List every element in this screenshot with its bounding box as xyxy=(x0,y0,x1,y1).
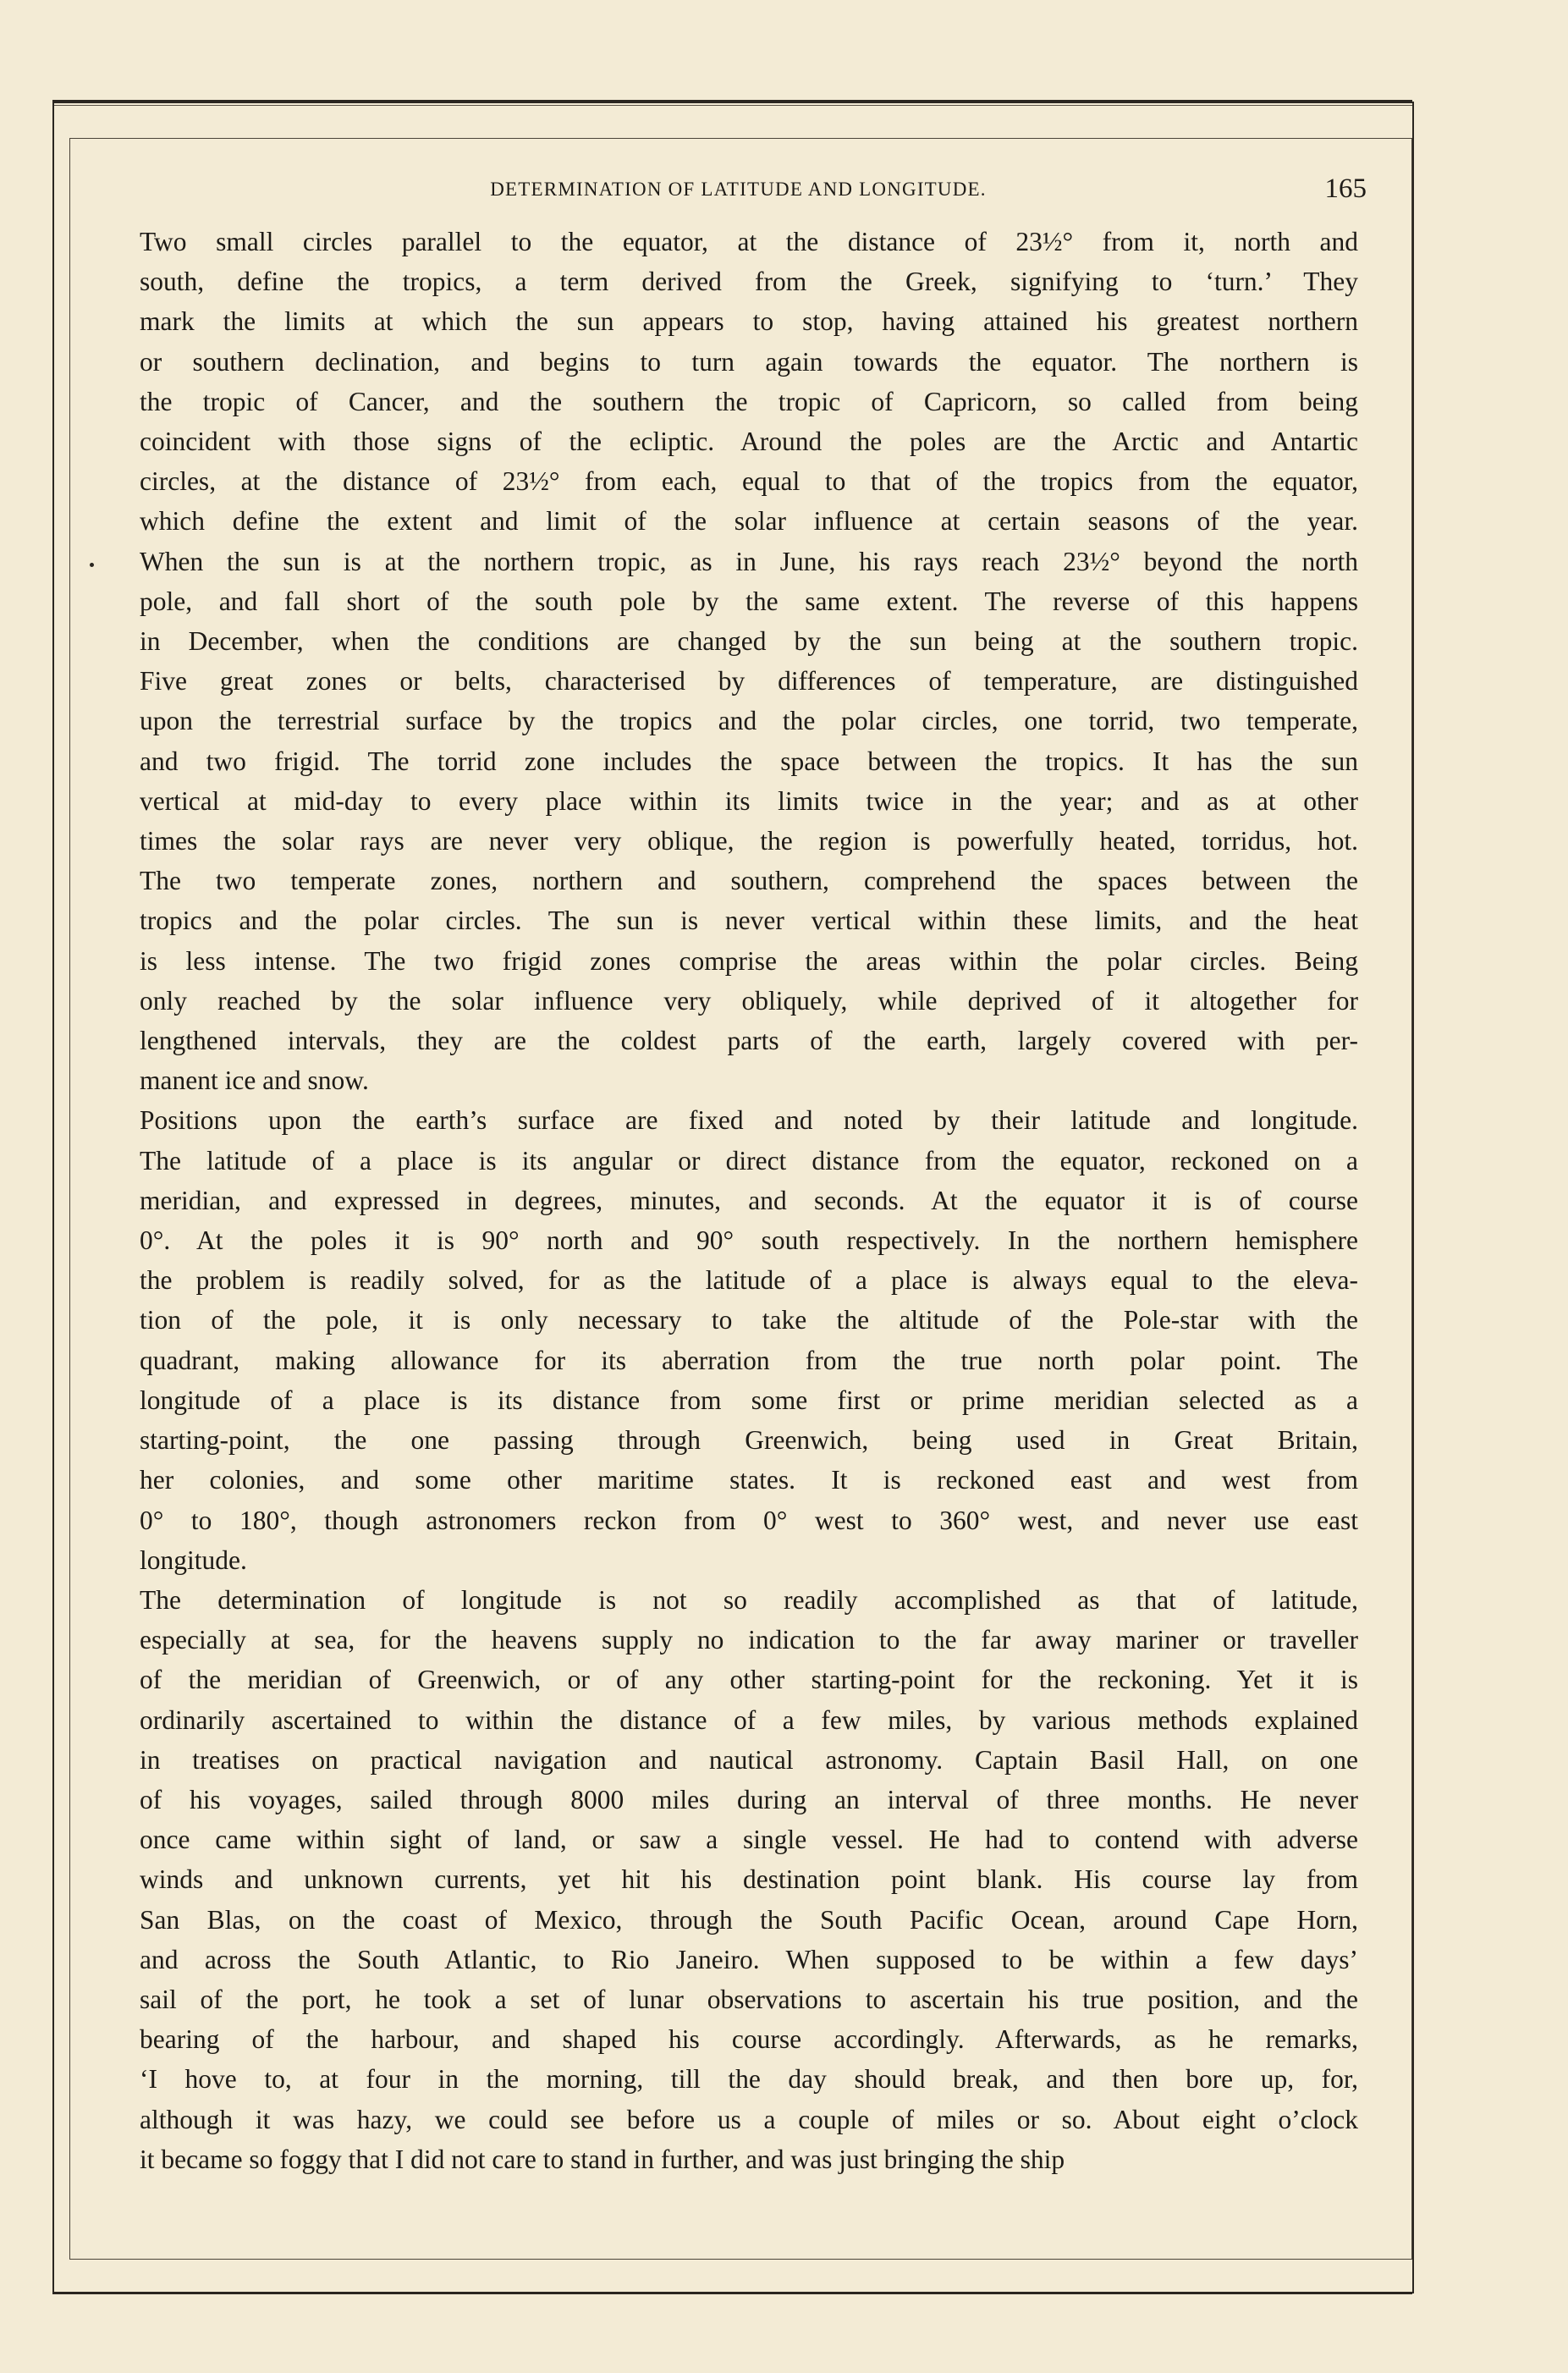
text-line: in December, when the conditions are changed by the sun being at the southern tropic. xyxy=(140,626,1358,657)
text-line: coincident with those signs of the ecliptic. Around the poles are the Arctic and Antartic xyxy=(140,427,1358,457)
body-text xyxy=(116,222,1358,2179)
text-line: especially at sea, for the heavens supply no indication to the far away mariner or traveller xyxy=(140,1625,1358,1655)
running-head xyxy=(110,173,1367,207)
text-line: of the meridian of Greenwich, or of any other starting-point for the reckoning. Yet it is xyxy=(140,1665,1358,1695)
text-line: 0°. At the poles it is 90° north and 90° south respectively. In the northern hemisphere xyxy=(140,1225,1358,1256)
text-line: pole, and fall short of the south pole by the same extent. The reverse of this happens xyxy=(140,586,1358,616)
text-line: or southern declination, and begins to turn again towards the equator. The northern is xyxy=(140,346,1358,377)
text-line: lengthened intervals, they are the coldest parts of the earth, largely covered with per- xyxy=(140,1026,1358,1056)
text-line: her colonies, and some other maritime states. It is reckoned east and west from xyxy=(140,1465,1358,1495)
text-line: Positions upon the earth’s surface are fixed and noted by their latitude and longitude. xyxy=(140,1105,1358,1136)
page-number: 165 xyxy=(1324,173,1367,204)
text-line: ‘I hove to, at four in the morning, till the day should break, and then bore up, for, xyxy=(140,2064,1358,2095)
text-line: upon the terrestrial surface by the tropics and the polar circles, one torrid, two temperate, xyxy=(140,706,1358,736)
paragraph xyxy=(116,1580,1358,2179)
text-line: in treatises on practical navigation and nautical astronomy. Captain Basil Hall, on one xyxy=(140,1744,1358,1775)
text-line: tropics and the polar circles. The sun is never vertical within these limits, and the heat xyxy=(140,906,1358,936)
paragraph xyxy=(116,222,1358,1100)
text-line: only reached by the solar influence very obliquely, while deprived of it altogether for xyxy=(140,985,1358,1016)
text-line: 0° to 180°, though astronomers reckon from 0° west to 360° west, and never use east xyxy=(140,1505,1358,1535)
margin-mark xyxy=(90,563,94,567)
text-line: Five great zones or belts, characterised by differences of temperature, are distinguished xyxy=(140,666,1358,696)
text-line: San Blas, on the coast of Mexico, through the South Pacific Ocean, around Cape Horn, xyxy=(140,1904,1358,1935)
text-line: of his voyages, sailed through 8000 miles during an interval of three months. He never xyxy=(140,1784,1358,1814)
text-line: sail of the port, he took a set of lunar observations to ascertain his true position, and the xyxy=(140,1984,1358,2014)
text-line: starting-point, the one passing through Greenwich, being used in Great Britain, xyxy=(140,1425,1358,1456)
page-bottom-rule xyxy=(52,2292,1412,2294)
text-line: and across the South Atlantic, to Rio Janeiro. When supposed to be within a few days’ xyxy=(140,1944,1358,1974)
text-line: longitude of a place is its distance from some first or prime meridian selected as a xyxy=(140,1385,1358,1415)
text-line: The two temperate zones, northern and southern, comprehend the spaces between the xyxy=(140,866,1358,896)
text-line: manent ice and snow. xyxy=(140,1065,369,1096)
text-line: which define the extent and limit of the solar influence at certain seasons of the year. xyxy=(140,506,1358,537)
text-line: circles, at the distance of 23½° from each, equal to that of the tropics from the equator, xyxy=(140,466,1358,497)
text-line: Two small circles parallel to the equator, at the distance of 23½° from it, north and xyxy=(140,227,1358,256)
text-line: meridian, and expressed in degrees, minutes, and seconds. At the equator it is of course xyxy=(140,1185,1358,1215)
text-line: although it was hazy, we could see before us a couple of miles or so. About eight o’clock xyxy=(140,2104,1358,2134)
text-line: the tropic of Cancer, and the southern the tropic of Capricorn, so called from being xyxy=(140,386,1358,416)
text-line: The latitude of a place is its angular or direct distance from the equator, reckoned on a xyxy=(140,1145,1358,1175)
paragraph xyxy=(116,1100,1358,1579)
text-line: ordinarily ascertained to within the distance of a few miles, by various methods explained xyxy=(140,1704,1358,1735)
text-line: longitude. xyxy=(140,1544,247,1575)
text-line: once came within sight of land, or saw a single vessel. He had to contend with adverse xyxy=(140,1825,1358,1855)
text-line: tion of the pole, it is only necessary to take the altitude of the Pole-star with the xyxy=(140,1305,1358,1335)
text-line: and two frigid. The torrid zone includes the space between the tropics. It has the sun xyxy=(140,746,1358,776)
text-line: winds and unknown currents, yet hit his destination point blank. His course lay from xyxy=(140,1864,1358,1895)
text-line: times the solar rays are never very oblique, the region is powerfully heated, torridus, hot. xyxy=(140,826,1358,856)
text-line: mark the limits at which the sun appears to stop, having attained his greatest northern xyxy=(140,306,1358,337)
text-line: bearing of the harbour, and shaped his course accordingly. Afterwards, as he remarks, xyxy=(140,2024,1358,2055)
text-line: The determination of longitude is not so readily accomplished as that of latitude, xyxy=(140,1584,1358,1615)
text-line: the problem is readily solved, for as the latitude of a place is always equal to the eleva- xyxy=(140,1265,1358,1296)
text-line: quadrant, making allowance for its aberration from the true north polar point. The xyxy=(140,1345,1358,1375)
text-line: When the sun is at the northern tropic, as in June, his rays reach 23½° beyond the north xyxy=(140,546,1358,576)
text-line: south, define the tropics, a term derived from the Greek, signifying to ‘turn.’ They xyxy=(140,267,1358,297)
text-line: vertical at mid-day to every place within its limits twice in the year; and as at other xyxy=(140,785,1358,816)
text-line: it became so foggy that I did not care to stand in further, and was just bringing the ship xyxy=(140,2144,1065,2174)
running-title: DETERMINATION OF LATITUDE AND LONGITUDE. xyxy=(490,179,987,200)
text-line: is less intense. The two frigid zones comprise the areas within the polar circles. Being xyxy=(140,945,1358,976)
